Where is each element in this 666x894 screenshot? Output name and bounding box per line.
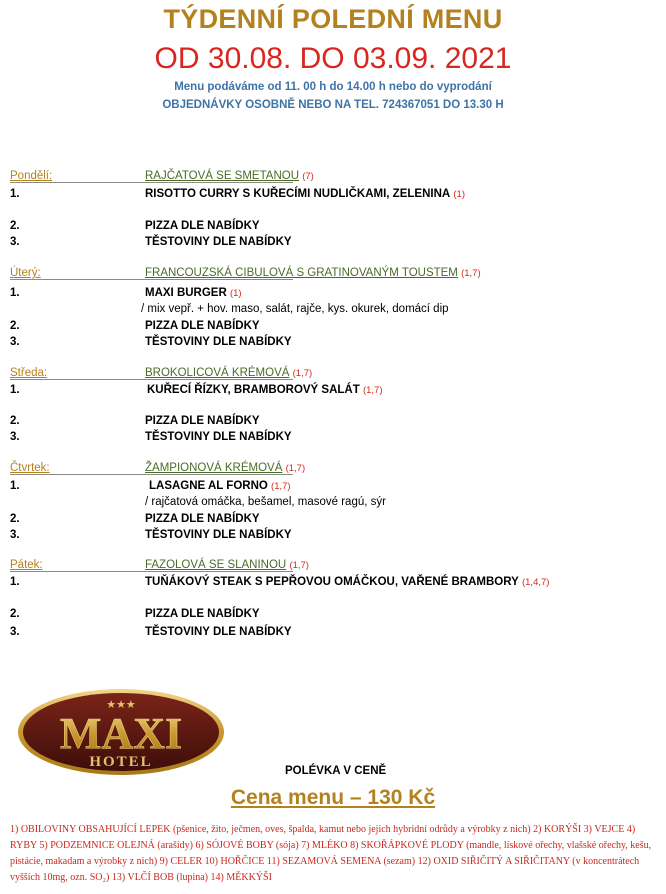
dish-name: PIZZA DLE NABÍDKY xyxy=(145,320,260,332)
dish-number: 3. xyxy=(10,336,20,348)
day-label-wednesday: Středa: xyxy=(10,367,48,379)
order-info: OBJEDNÁVKY OSOBNĚ NEBO NA TEL. 724367051 DO 13.30 H xyxy=(162,99,504,111)
dish-note-row xyxy=(0,301,666,317)
dish-number: 1. xyxy=(10,480,20,492)
dish-number: 2. xyxy=(10,513,20,525)
dish-name: KUŘECÍ ŘÍZKY, BRAMBOROVÝ SALÁT xyxy=(147,384,360,396)
allergen-code: (1,7) xyxy=(289,560,309,571)
allergen-code: (7) xyxy=(302,171,314,182)
allergen-code: (1,7) xyxy=(461,268,481,279)
dish-name: LASAGNE AL FORNO xyxy=(149,480,268,492)
dish-row xyxy=(0,318,666,334)
allergen-code: (1) xyxy=(229,288,242,299)
dish-name: TĚSTOVINY DLE NABÍDKY xyxy=(145,626,292,638)
dish-row xyxy=(0,527,666,543)
allergen-code: (1,7) xyxy=(271,481,291,492)
allergen-code: (1,4,7) xyxy=(521,577,550,588)
soup-friday: FAZOLOVÁ SE SLANINOU xyxy=(145,559,287,571)
dish-number: 3. xyxy=(10,626,20,638)
divider xyxy=(10,379,293,380)
dish-name: PIZZA DLE NABÍDKY xyxy=(145,608,260,620)
dish-row xyxy=(0,413,666,429)
allergen-code: (1) xyxy=(453,189,466,200)
soup-included-note: POLÉVKA V CENĚ xyxy=(285,765,387,777)
dish-row xyxy=(0,234,666,250)
dish-name: MAXI BURGER xyxy=(145,287,227,299)
maxi-hotel-logo xyxy=(16,686,226,778)
dish-number: 1. xyxy=(10,188,20,200)
dish-row xyxy=(0,285,666,301)
dish-number: 3. xyxy=(10,236,20,248)
dish-row xyxy=(0,429,666,445)
dish-number: 2. xyxy=(10,608,20,620)
dish-number: 2. xyxy=(10,320,20,332)
menu-date-range: OD 30.08. DO 03.09. 2021 xyxy=(154,42,512,75)
dish-note-row xyxy=(0,494,666,510)
dish-row xyxy=(0,511,666,527)
dish-name: TĚSTOVINY DLE NABÍDKY xyxy=(145,431,292,443)
dish-row xyxy=(0,334,666,350)
dish-number: 1. xyxy=(10,576,20,588)
allergen-code: (1,7) xyxy=(362,385,383,396)
allergen-code: (1,7) xyxy=(292,368,313,379)
dish-row xyxy=(0,624,666,640)
dish-name: PIZZA DLE NABÍDKY xyxy=(145,220,260,232)
dish-row xyxy=(0,574,666,590)
dish-row xyxy=(0,606,666,622)
dish-number: 3. xyxy=(10,529,20,541)
dish-name: PIZZA DLE NABÍDKY xyxy=(145,415,260,427)
divider xyxy=(10,474,293,475)
logo-stars: ★★★ xyxy=(106,698,136,711)
dish-number: 1. xyxy=(10,287,20,299)
dish-row xyxy=(0,382,666,398)
divider xyxy=(10,279,293,280)
soup-tuesday: FRANCOUZSKÁ CIBULOVÁ S GRATINOVANÝM TOUSTEM xyxy=(145,267,458,279)
dish-number: 2. xyxy=(10,415,20,427)
soup-thursday: ŽAMPIONOVÁ KRÉMOVÁ xyxy=(145,462,283,474)
dish-name: TUŇÁKOVÝ STEAK S PEPŘOVOU OMÁČKOU, VAŘENÉ BRAMBORY xyxy=(145,576,519,588)
dish-name: RISOTTO CURRY S KUŘECÍMI NUDLIČKAMI, ZELENINA xyxy=(145,188,451,200)
serving-hours: Menu podáváme od 11. 00 h do 14.00 h nebo do vyprodání xyxy=(174,81,492,93)
dish-name: PIZZA DLE NABÍDKY xyxy=(145,513,260,525)
dish-row xyxy=(0,478,666,494)
soup-monday: RAJČATOVÁ SE SMETANOU xyxy=(145,170,299,182)
dish-number: 2. xyxy=(10,220,20,232)
dish-name: TĚSTOVINY DLE NABÍDKY xyxy=(145,336,292,348)
dish-row xyxy=(0,218,666,234)
menu-price: Cena menu – 130 Kč xyxy=(230,786,436,809)
day-label-friday: Pátek: xyxy=(10,559,43,571)
divider xyxy=(10,571,293,572)
allergen-code: (1,7) xyxy=(285,463,306,474)
soup-wednesday: BROKOLICOVÁ KRÉMOVÁ xyxy=(145,367,290,379)
dish-note: / rajčatová omáčka, bešamel, masové ragú, sýr xyxy=(145,496,386,508)
menu-title: TÝDENNÍ POLEDNÍ MENU xyxy=(163,4,503,34)
day-label-tuesday: Úterý: xyxy=(10,267,41,279)
day-label-monday: Pondělí: xyxy=(10,170,53,182)
dish-name: TĚSTOVINY DLE NABÍDKY xyxy=(145,529,292,541)
dish-number: 1. xyxy=(10,384,20,396)
logo-subtitle: HOTEL xyxy=(89,754,153,770)
dish-note: / mix vepř. + hov. maso, salát, rajče, kys. okurek, domácí dip xyxy=(141,303,449,315)
logo-brand: MAXI xyxy=(59,709,183,758)
day-label-thursday: Čtvrtek: xyxy=(10,462,50,474)
allergen-legend: 1) OBILOVINY OBSAHUJÍCÍ LEPEK (pšenice, žito, ječmen, oves, špalda, kamut nebo jejich hybridní odrůdy a výrobky z nich) 2) KORÝŠI 3) VEJCE 4) RYBY 5) PODZEMNICE OLEJNÁ (arašídy) 6) SÓJOVÉ BOBY (sója) 7) MLÉKO 8) SKOŘÁPKOVÉ PLODY (mandle, lískové ořechy, vlašské ořechy, kešu, pistácie, makadam a výrobky z nich) 9) CELER 10) HOŘČICE 11) SEZAMOVÁ SEMENA (sezam) 12) OXID SIŘIČITÝ A SIŘIČITANY (v koncentrátech vyšších 10mg, ozn. SO₂) 13) VLČÍ BOB (lupina) 14) MĚKKÝŠI xyxy=(10,824,652,883)
dish-name: TĚSTOVINY DLE NABÍDKY xyxy=(145,236,292,248)
dish-number: 3. xyxy=(10,431,20,443)
divider xyxy=(10,182,293,183)
dish-row xyxy=(0,186,666,202)
